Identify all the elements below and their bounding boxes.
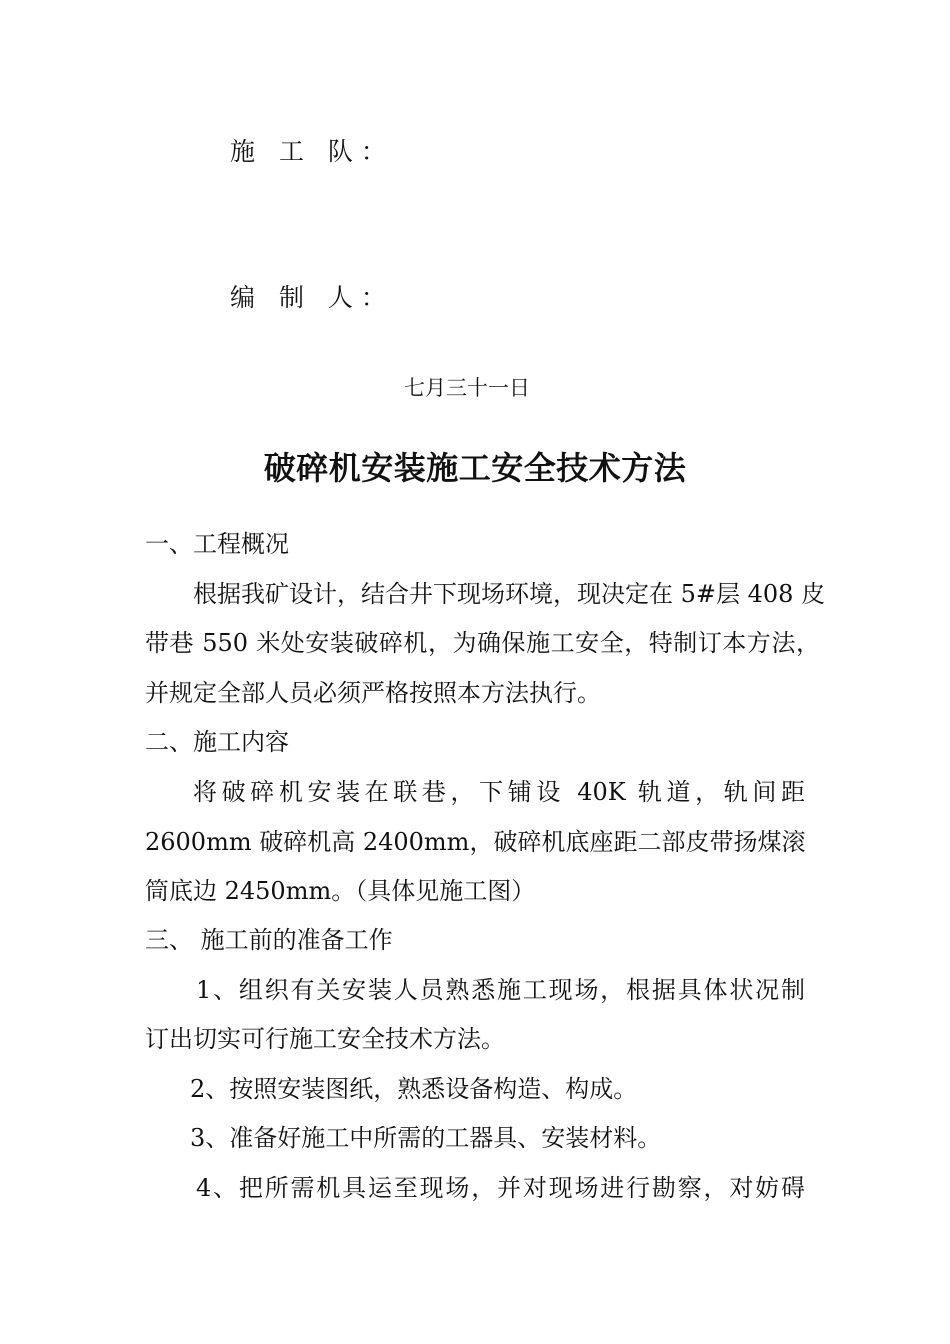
preparation-item-2: 2、按照安装图纸，熟悉设备构造、构成。	[190, 1075, 638, 1103]
section-heading-preparation: 三、 施工前的准备工作	[145, 926, 393, 954]
overview-line-2: 带巷 550 米处安装破碎机，为确保施工安全，特制订本方法，	[145, 629, 820, 657]
section-heading-overview: 一、工程概况	[145, 530, 289, 558]
section-heading-content: 二、施工内容	[145, 728, 289, 756]
overview-line-3: 并规定全部人员必须严格按照本方法执行。	[145, 679, 601, 707]
preparation-item-3: 3、准备好施工中所需的工器具、安装材料。	[190, 1124, 662, 1152]
document-date: 七月三十一日	[404, 376, 530, 400]
editor-label: 编 制 人：	[230, 283, 394, 312]
preparation-item-1-continued: 订出切实可行施工安全技术方法。	[145, 1025, 505, 1053]
overview-line-1: 根据我矿设计，结合井下现场环境，现决定在 5#层 408 皮	[193, 580, 826, 608]
content-line-1: 将破碎机安装在联巷，下铺设 40K 轨道，轨间距	[193, 778, 805, 806]
document-title: 破碎机安装施工安全技术方法	[263, 449, 687, 487]
content-line-2: 2600mm 破碎机高 2400mm，破碎机底座距二部皮带扬煤滚	[145, 828, 806, 856]
construction-team-label: 施 工 队：	[230, 137, 394, 166]
preparation-item-1: 1、组织有关安装人员熟悉施工现场，根据具体状况制	[196, 976, 805, 1004]
content-line-3: 筒底边 2450mm。（具体见施工图）	[145, 877, 536, 905]
preparation-item-4: 4、把所需机具运至现场，并对现场进行勘察，对妨碍	[196, 1174, 805, 1202]
